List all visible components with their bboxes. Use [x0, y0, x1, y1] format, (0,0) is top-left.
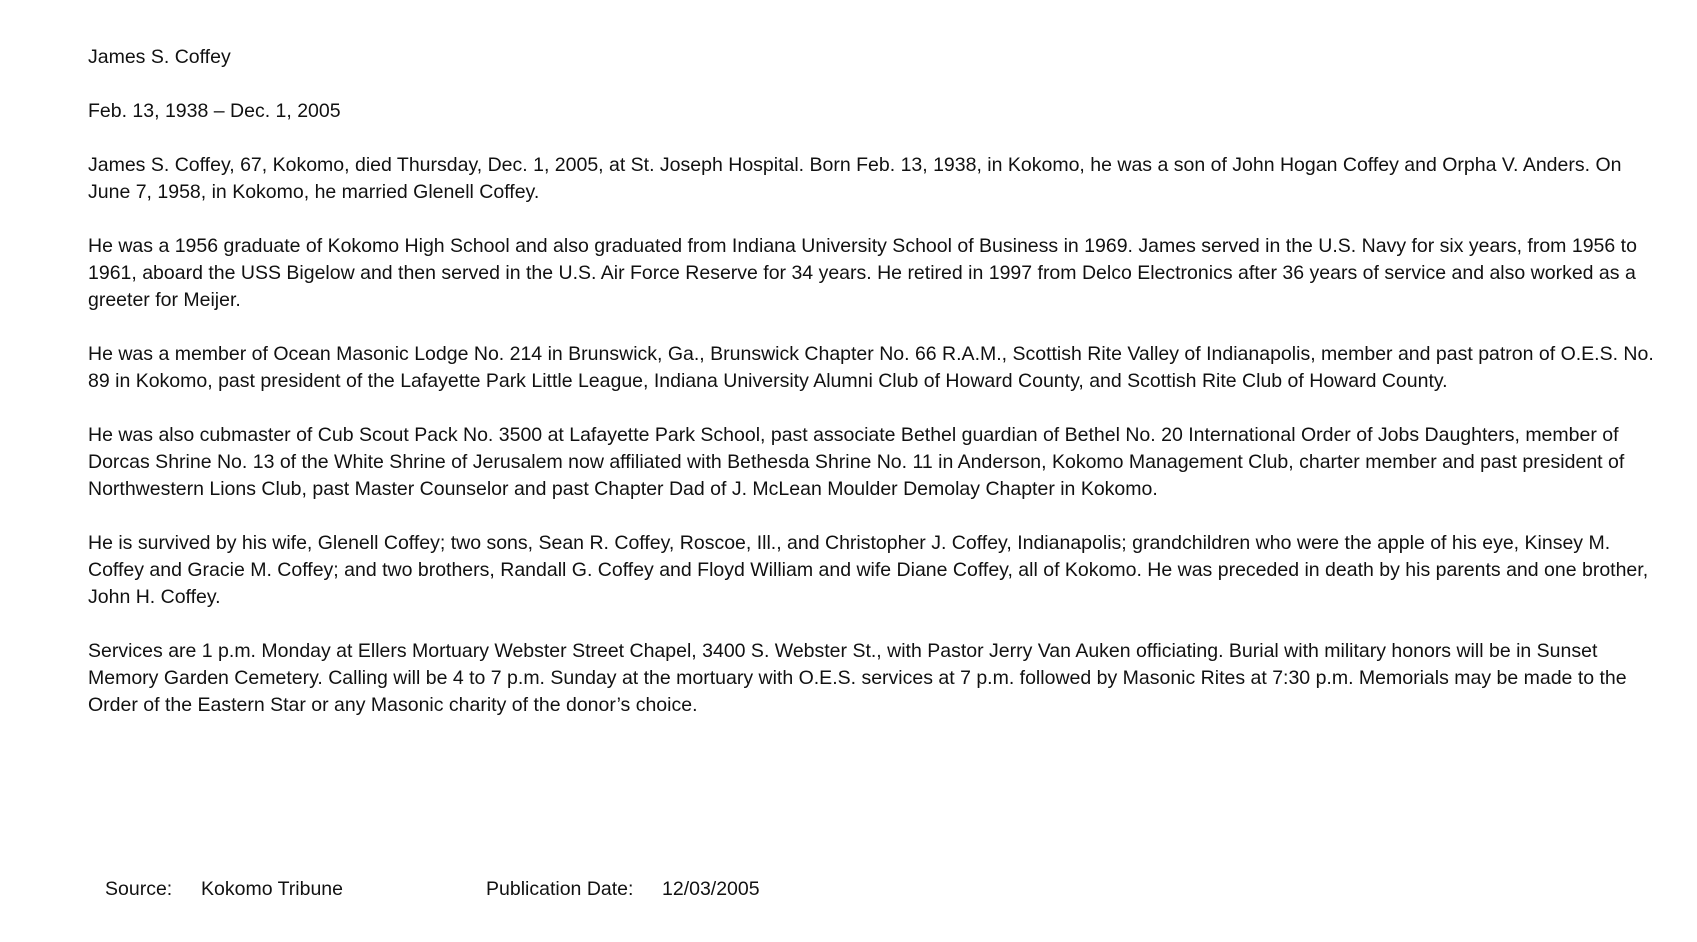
paragraph-services: Services are 1 p.m. Monday at Ellers Mortuary Webster Street Chapel, 3400 S. Webster St., with Pastor Jerry Van Auken officiating. Burial with military honors will be in Sunset Memory Garden Cemetery. Calling will be 4 to 7 p.m. Sunday at the mortuary with O.E.S. services at 7 p.m. followed by Masonic Rites at 7:30 p.m. Memorials may be made to the Order of the Eastern Star or any Masonic charity of the donor’s choice.: [88, 640, 1627, 716]
life-dates: Feb. 13, 1938 – Dec. 1, 2005: [88, 100, 341, 122]
paragraph-survivors: He is survived by his wife, Glenell Coffey; two sons, Sean R. Coffey, Roscoe, Ill., and Christopher J. Coffey, Indianapolis; grandchildren who were the apple of his eye, Kinsey M. Coffey and Gracie M. Coffey; and two brothers, Randall G. Coffey and Floyd William and wife Diane Coffey, all of Kokomo. He was preceded in death by his parents and one brother, John H. Coffey.: [88, 532, 1649, 608]
deceased-name: James S. Coffey: [88, 46, 231, 68]
source-label: Source:: [105, 878, 173, 900]
obituary-body: [88, 44, 1668, 746]
publication-date-value: 12/03/2005: [662, 878, 760, 900]
publication-date-label: Publication Date:: [486, 878, 634, 900]
paragraph-memberships: He was a member of Ocean Masonic Lodge No. 214 in Brunswick, Ga., Brunswick Chapter No. 66 R.A.M., Scottish Rite Valley of Indianapolis, member and past patron of O.E.S. No. 89 in Kokomo, past president of the Lafayette Park Little League, Indiana University Alumni Club of Howard County, and Scottish Rite Club of Howard County.: [88, 343, 1654, 392]
paragraph-death-notice: James S. Coffey, 67, Kokomo, died Thursday, Dec. 1, 2005, at St. Joseph Hospital. Born Feb. 13, 1938, in Kokomo, he was a son of John Hogan Coffey and Orpha V. Anders. On June 7, 1958, in Kokomo, he married Glenell Coffey.: [88, 154, 1622, 203]
paragraph-education-career: He was a 1956 graduate of Kokomo High School and also graduated from Indiana University School of Business in 1969. James served in the U.S. Navy for six years, from 1956 to 1961, aboard the USS Bigelow and then served in the U.S. Air Force Reserve for 34 years. He retired in 1997 from Delco Electronics after 36 years of service and also worked as a greeter for Meijer.: [88, 235, 1637, 311]
paragraph-community-service: He was also cubmaster of Cub Scout Pack No. 3500 at Lafayette Park School, past associate Bethel guardian of Bethel No. 20 International Order of Jobs Daughters, member of Dorcas Shrine No. 13 of the White Shrine of Jerusalem now affiliated with Bethesda Shrine No. 11 in Anderson, Kokomo Management Club, charter member and past president of Northwestern Lions Club, past Master Counselor and past Chapter Dad of J. McLean Moulder Demolay Chapter in Kokomo.: [88, 424, 1625, 500]
source-value: Kokomo Tribune: [201, 878, 343, 900]
